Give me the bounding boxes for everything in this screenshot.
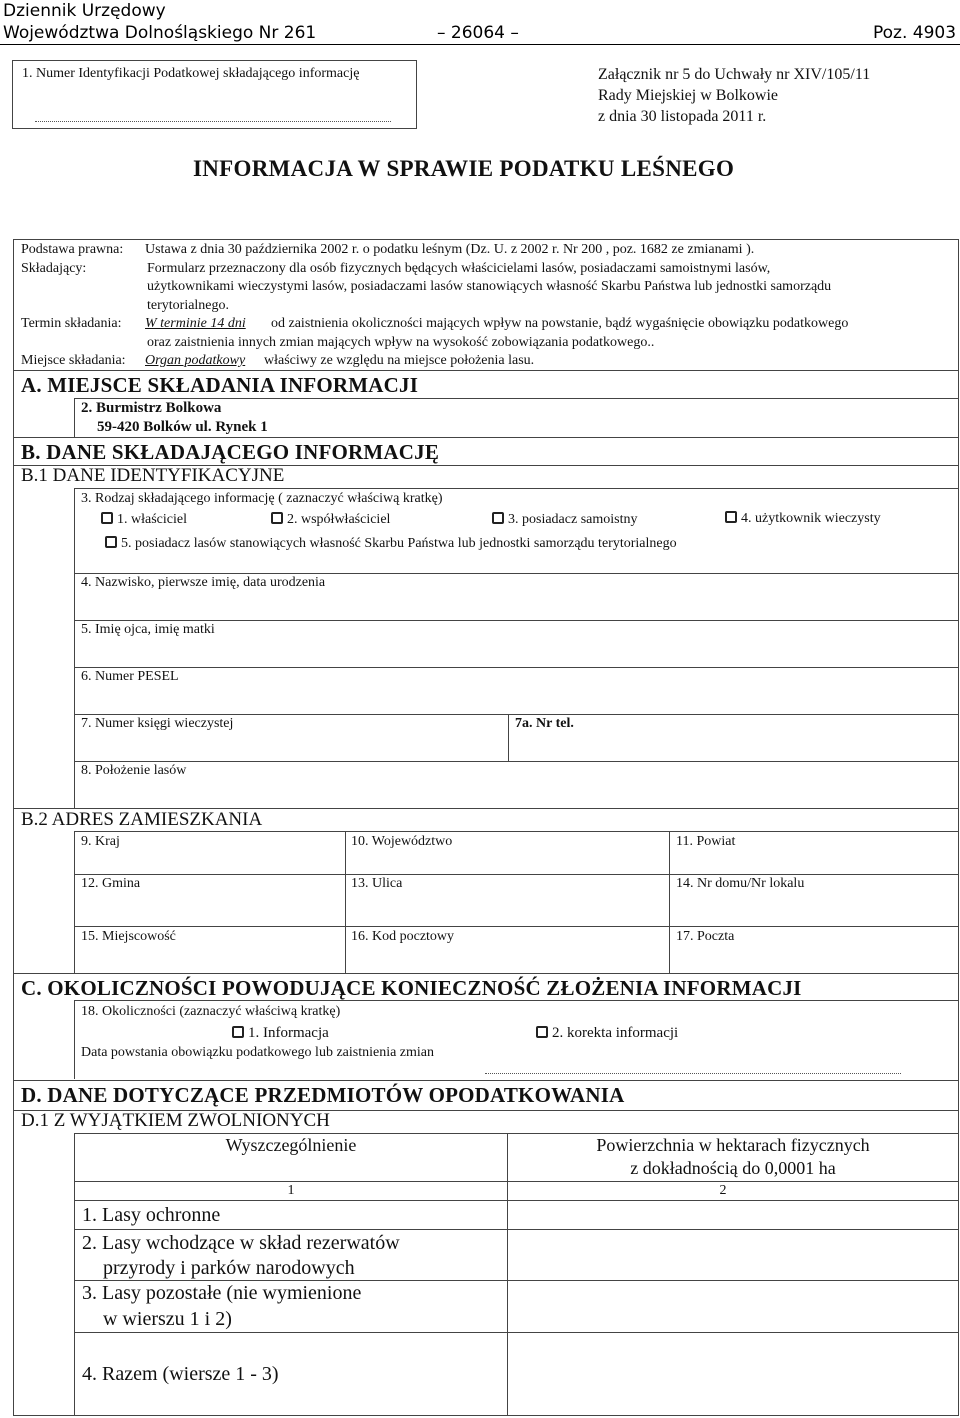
column-header-item: Wyszczególnienie (225, 1135, 357, 1155)
field-5-label: 5. Imię ojca, imię matki (81, 622, 215, 637)
filer-label: Składający: (21, 261, 87, 276)
option-correction-label: 2. korekta informacji (552, 1025, 679, 1041)
column-number-1: 1 (287, 1183, 295, 1198)
place-label: Miejsce składania: (21, 353, 126, 368)
nip-box[interactable] (12, 60, 417, 129)
checkbox-icon[interactable] (536, 1026, 548, 1038)
field-18-label: 18. Okoliczności (zaznaczyć właściwą kratkę) (81, 1004, 341, 1019)
row-other-forests-line-2: w wierszu 1 i 2) (103, 1308, 232, 1330)
position-number: Poz. 4903 (873, 23, 957, 43)
divider (74, 761, 959, 762)
field-17-label: 17. Poczta (676, 929, 735, 944)
obligation-date-input[interactable] (485, 1073, 901, 1074)
checkbox-icon[interactable] (725, 511, 737, 523)
field-4-label: 4. Nazwisko, pierwsze imię, data urodzenia (81, 575, 326, 590)
section-d1-title: D.1 Z WYJĄTKIEM ZWOLNIONYCH (21, 1110, 330, 1131)
column-number-2: 2 (719, 1183, 727, 1198)
option-perpetual-user[interactable] (725, 510, 881, 527)
nip-label: 1. Numer Identyfikacji Podatkowej składającego informację (22, 66, 360, 81)
deadline-text-1: od zaistnienia okoliczności mających wpływ na powstanie, bądź wygaśnięcie obowiązku podatkowego (271, 316, 849, 331)
attachment-line-1: Załącznik nr 5 do Uchwały nr XIV/105/11 (598, 66, 871, 83)
field-15-label: 15. Miejscowość (81, 929, 176, 944)
option-perpetual-user-label: 4. użytkownik wieczysty (741, 511, 881, 526)
section-d-title: D. DANE DOTYCZĄCE PRZEDMIOTÓW OPODATKOWANIA (21, 1083, 625, 1107)
divider (13, 973, 959, 974)
page-number: – 26064 – (437, 23, 519, 43)
divider (74, 1133, 75, 1415)
option-state-forest-possessor[interactable] (105, 535, 677, 552)
basis-label: Podstawa prawna: (21, 242, 124, 257)
nip-dotted-line (35, 121, 391, 122)
option-independent-possessor[interactable] (492, 511, 637, 528)
filer-text-2: użytkownikami wieczystymi lasów, posiadaczami lasów stanowiących własność Skarbu Państwa lub jednostki samorządu (147, 279, 832, 294)
section-b2-title: B.2 ADRES ZAMIESZKANIA (21, 809, 263, 830)
reserve-forests-area-input[interactable] (509, 1230, 958, 1279)
column-header-area-line-2: z dokładnością do 0,0001 ha (630, 1158, 836, 1178)
pesel-input[interactable] (75, 686, 958, 713)
field-11-label: 11. Powiat (676, 834, 736, 849)
obligation-date-label: Data powstania obowiązku podatkowego lub zaistnienia zmian (81, 1045, 435, 1060)
row-other-forests-line-1: 3. Lasy pozostałe (nie wymienione (82, 1282, 362, 1304)
field-13-label: 13. Ulica (351, 876, 403, 891)
place-text: właściwy ze względu na miejsce położenia lasu. (264, 353, 535, 368)
voivodeship-issue: Województwa Dolnośląskiego Nr 261 (3, 23, 317, 43)
journal-title: Dziennik Urzędowy (3, 1, 166, 21)
section-b1-title: B.1 DANE IDENTYFIKACYJNE (21, 465, 285, 486)
option-independent-possessor-label: 3. posiadacz samoistny (508, 512, 638, 527)
other-forests-area-input[interactable] (509, 1281, 958, 1331)
option-co-owner[interactable] (271, 511, 390, 528)
divider (13, 370, 959, 371)
divider (74, 831, 959, 832)
deadline-text-2: oraz zaistnienia innych zmian mających wpływ na wysokość zobowiązania podatkowego.. (147, 335, 655, 350)
field-12-label: 12. Gmina (81, 876, 141, 891)
divider (13, 1080, 959, 1081)
section-c-title: C. OKOLICZNOŚCI POWODUJĄCE KONIECZNOŚĆ ZŁOŻENIA INFORMACJI (21, 976, 802, 1000)
parents-names-input[interactable] (75, 640, 958, 666)
row-total: 4. Razem (wiersze 1 - 3) (82, 1363, 279, 1385)
total-area-input[interactable] (509, 1333, 958, 1414)
field-7a-label: 7a. Nr tel. (515, 716, 574, 731)
option-correction[interactable] (536, 1024, 678, 1042)
field-10-label: 10. Województwo (351, 834, 453, 849)
attachment-line-2: Rady Miejskiej w Bolkowie (598, 87, 778, 104)
attachment-line-3: z dnia 30 listopada 2011 r. (598, 108, 767, 125)
divider (74, 1000, 75, 1079)
row-protective-forests: 1. Lasy ochronne (82, 1204, 221, 1226)
option-owner[interactable] (101, 511, 187, 528)
divider (13, 437, 959, 438)
deadline-emphasis: W terminie 14 dni (145, 316, 246, 331)
field-14-label: 14. Nr domu/Nr lokalu (676, 876, 805, 891)
forest-location-input[interactable] (75, 780, 958, 807)
divider (74, 831, 75, 973)
checkbox-icon[interactable] (232, 1026, 244, 1038)
filer-text-3: terytorialnego. (147, 298, 230, 313)
phone-input[interactable] (509, 733, 958, 760)
form-title: INFORMACJA W SPRAWIE PODATKU LEŚNEGO (193, 156, 735, 181)
deadline-label: Termin składania: (21, 316, 122, 331)
divider (74, 667, 959, 668)
divider (74, 874, 959, 875)
option-information-label: 1. Informacja (248, 1025, 329, 1041)
place-emphasis: Organ podatkowy (145, 353, 246, 368)
name-birthdate-input[interactable] (75, 592, 958, 619)
divider (345, 831, 346, 973)
checkbox-icon[interactable] (105, 536, 117, 548)
option-co-owner-label: 2. współwłaściciel (287, 512, 391, 527)
field-8-label: 8. Położenie lasów (81, 763, 187, 778)
office-name: 2. Burmistrz Bolkowa (81, 400, 222, 416)
field-16-label: 16. Kod pocztowy (351, 929, 455, 944)
office-address: 59-420 Bolków ul. Rynek 1 (97, 419, 268, 435)
row-reserve-forests-line-2: przyrody i parków narodowych (103, 1257, 355, 1279)
field-7-label: 7. Numer księgi wieczystej (81, 716, 234, 731)
divider (74, 398, 75, 437)
filer-text-1: Formularz przeznaczony dla osób fizycznych będących właścicielami lasów, posiadaczami samoistnymi lasów, (147, 261, 771, 276)
divider (74, 488, 959, 489)
checkbox-icon[interactable] (271, 512, 283, 524)
field-3-label: 3. Rodzaj składającego informację ( zaznaczyć właściwą kratkę) (81, 491, 443, 506)
land-register-input[interactable] (75, 733, 507, 760)
basis-text: Ustawa z dnia 30 października 2002 r. o podatku leśnym (Dz. U. z 2002 r. Nr 200 , poz. 1682 ze zmianami ). (145, 242, 755, 257)
header-rule (0, 44, 960, 45)
section-a-title: A. MIEJSCE SKŁADANIA INFORMACJI (21, 373, 419, 397)
divider (74, 1000, 959, 1001)
checkbox-icon[interactable] (492, 512, 504, 524)
section-b-title: B. DANE SKŁADAJĄCEGO INFORMACJĘ (21, 440, 440, 464)
divider (669, 831, 670, 973)
field-6-label: 6. Numer PESEL (81, 669, 179, 684)
protective-forests-area-input[interactable] (509, 1201, 958, 1228)
divider (74, 926, 959, 927)
field-9-label: 9. Kraj (81, 834, 120, 849)
column-header-area (508, 1134, 958, 1180)
column-header-area-line-1: Powierzchnia w hektarach fizycznych (596, 1135, 870, 1155)
attachment-note (598, 64, 870, 127)
option-state-forest-possessor-label: 5. posiadacz lasów stanowiących własność Skarbu Państwa lub jednostki samorządu terytorialnego (121, 536, 677, 551)
checkbox-icon[interactable] (101, 512, 113, 524)
option-owner-label: 1. właściciel (117, 512, 187, 527)
row-reserve-forests-line-1: 2. Lasy wchodzące w skład rezerwatów (82, 1232, 400, 1254)
option-information[interactable] (232, 1024, 329, 1042)
